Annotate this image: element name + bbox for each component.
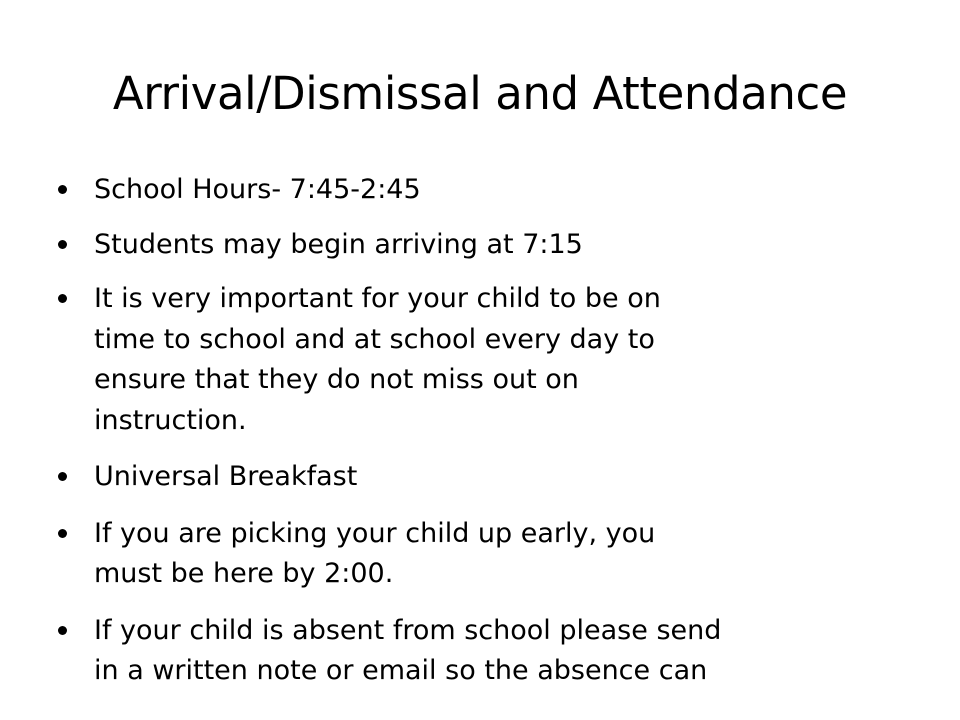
bullet-point-icon — [58, 472, 67, 481]
bullet-point-icon — [58, 626, 67, 635]
bullet-text-line: If you are picking your child up early, you — [94, 517, 656, 549]
bullet-text-line: If your child is absent from school please send — [94, 614, 722, 646]
bullet-item-early-pickup — [58, 514, 938, 595]
bullet-point-icon — [58, 240, 67, 249]
bullet-text-line: It is very important for your child to be on — [94, 283, 661, 314]
bullet-item-attendance-importance — [58, 279, 938, 441]
bullet-point-icon — [58, 294, 67, 303]
bullet-point-icon — [58, 529, 67, 538]
bullet-text-line: ensure that they do not miss out on — [94, 364, 579, 395]
bullet-text-line: in a written note or email so the absence can — [94, 655, 708, 686]
bullet-item-arrival-time — [58, 225, 938, 266]
bullet-list — [58, 170, 938, 708]
bullet-text-line: instruction. — [94, 404, 247, 436]
bullet-text-line: time to school and at school every day to — [94, 323, 655, 355]
bullet-text-line: must be here by 2:00. — [94, 558, 394, 589]
bullet-item-school-hours — [58, 170, 938, 211]
bullet-item-universal-breakfast — [58, 457, 938, 498]
bullet-item-absence-note — [58, 611, 938, 692]
bullet-text-line: Universal Breakfast — [94, 461, 358, 492]
bullet-text-line: School Hours- 7:45-2:45 — [94, 174, 421, 205]
bullet-point-icon — [58, 185, 67, 194]
slide-title: Arrival/Dismissal and Attendance — [112, 67, 848, 120]
bullet-text-line: Students may begin arriving at 7:15 — [94, 228, 583, 260]
